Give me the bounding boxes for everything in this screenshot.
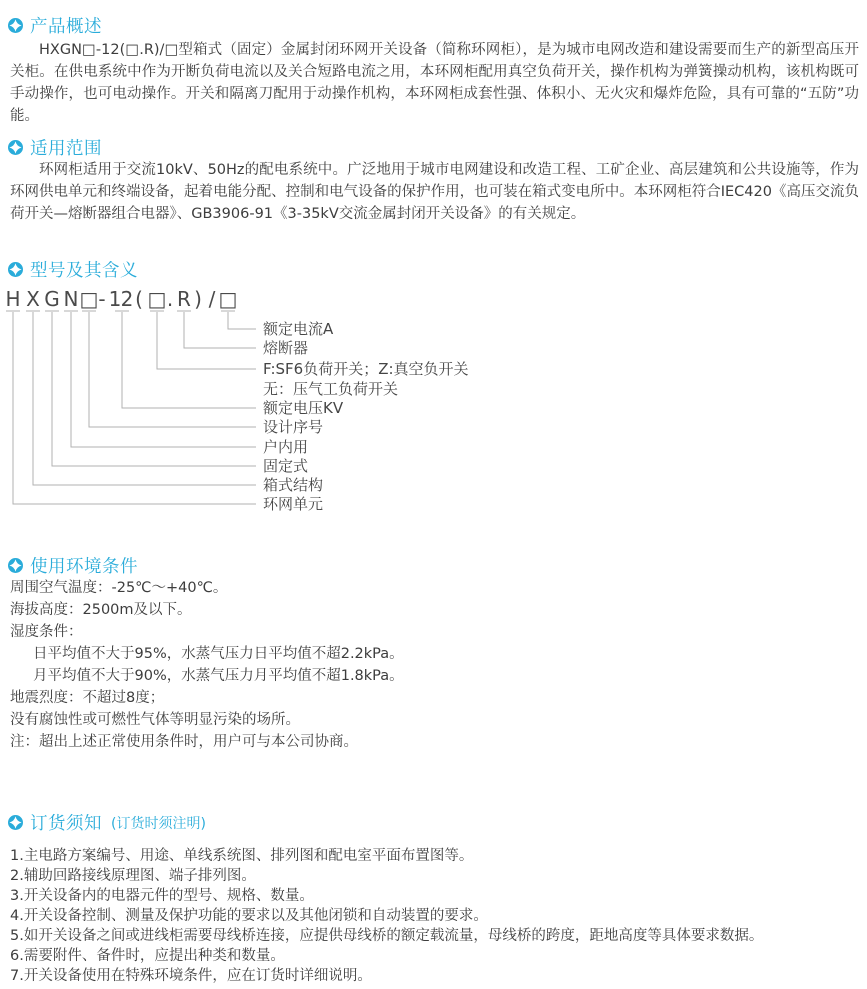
model-label: 环网单元 xyxy=(263,495,324,513)
section-title-ordering: 订货须知 xyxy=(30,814,102,834)
model-character: 1 xyxy=(108,287,122,311)
ordering-item: 3.开关设备内的电器元件的型号、规格、数量。 xyxy=(10,888,314,904)
section-title-model: 型号及其含义 xyxy=(30,261,138,281)
model-connector-line xyxy=(33,312,256,485)
section-heading-environment xyxy=(8,553,138,578)
environment-line: 周围空气温度：-25℃～+40℃。 xyxy=(10,580,228,596)
model-character: . xyxy=(166,287,174,311)
model-label: 固定式 xyxy=(263,457,309,475)
model-connector-line xyxy=(157,312,256,369)
model-connector-line xyxy=(228,312,256,329)
model-label: 设计序号 xyxy=(263,418,324,436)
model-label: 额定电流A xyxy=(263,320,334,338)
model-character: ( xyxy=(135,287,143,311)
model-label: F:SF6负荷开关；Z:真空负开关 xyxy=(263,360,469,378)
environment-line: 海拔高度：2500m及以下。 xyxy=(10,602,192,618)
environment-line: 日平均值不大于95%，水蒸气压力日平均值不超2.2kPa。 xyxy=(33,646,404,662)
star-circle-icon xyxy=(8,558,23,573)
model-character: R xyxy=(177,287,191,311)
section-heading-overview xyxy=(8,13,102,38)
ordering-item: 5.如开关设备之间或进线柜需要母线桥连接，应提供母线桥的额定载流量，母线桥的跨度，距地高度等具体要求数据。 xyxy=(10,928,764,944)
environment-line: 月平均值不大于90%，水蒸气压力月平均值不超1.8kPa。 xyxy=(33,668,404,684)
model-connector-line xyxy=(184,312,256,348)
section-title-scope: 适用范围 xyxy=(30,139,102,159)
model-character: X xyxy=(26,287,40,311)
section-title-environment: 使用环境条件 xyxy=(30,557,138,577)
model-label: 额定电压KV xyxy=(263,399,344,417)
model-connector-line xyxy=(122,312,256,408)
scope-paragraph: 环网柜适用于交流10kV、50Hz的配电系统中。广泛地用于城市电网建设和改造工程、工矿企业、高层建筑和公共设施等，作为环网供电单元和终端设备，起着电能分配、控制和电气设备的保护作用，也可装在箱式变电所中。本环网柜符合IEC420《高压交流负荷开关—熔断器组合电器》、GB3906-91《3-35kV交流金属封闭开关设备》的有关规定。 xyxy=(10,162,859,222)
environment-line: 地震烈度：不超过8度； xyxy=(10,690,165,706)
model-character: / xyxy=(208,287,216,311)
model-label: 无：压气工负荷开关 xyxy=(263,380,399,398)
model-character: □ xyxy=(218,287,238,311)
star-circle-icon xyxy=(8,815,23,830)
star-circle-icon xyxy=(8,18,23,33)
model-label: 户内用 xyxy=(263,438,309,456)
ordering-item: 4.开关设备控制、测量及保护功能的要求以及其他闭锁和自动装置的要求。 xyxy=(10,908,488,924)
model-character: 2 xyxy=(120,287,134,311)
section-heading-model xyxy=(8,257,138,282)
model-connector-line xyxy=(52,312,256,466)
star-circle-icon xyxy=(8,262,23,277)
model-character: - xyxy=(98,287,106,311)
overview-paragraph: HXGN□-12(□.R)/□型箱式（固定）金属封闭环网开关设备（简称环网柜），是为城市电网改造和建设需要而生产的新型高压开关柜。在供电系统中作为开断负荷电流以及关合短路电流之用，本环网柜配用真空负荷开关，操作机构为弹簧操动机构，该机构既可手动操作，也可电动操作。开关和隔离刀配用于动操作机构，本环网柜成套性强、体积小、无火灾和爆炸危险，具有可靠的“五防”功能。 xyxy=(10,42,859,124)
ordering-item: 2.辅助回路接线原理图、端子排列图。 xyxy=(10,868,256,884)
model-character: ) xyxy=(194,287,202,311)
section-heading-ordering xyxy=(8,810,206,835)
model-character: □ xyxy=(147,287,167,311)
ordering-item: 7.开关设备使用在特殊环境条件，应在订货时详细说明。 xyxy=(10,968,372,984)
model-label: 箱式结构 xyxy=(263,476,324,494)
environment-line: 注：超出上述正常使用条件时，用户可与本公司协商。 xyxy=(10,734,358,750)
ordering-item: 6.需要附件、备件时，应提出种类和数量。 xyxy=(10,948,285,964)
section-subtitle-ordering: (订货时须注明) xyxy=(111,815,206,832)
model-character: □ xyxy=(79,287,99,311)
model-label: 熔断器 xyxy=(263,339,309,357)
environment-conditions-list xyxy=(10,577,859,753)
model-designation-diagram xyxy=(0,284,867,520)
star-circle-icon xyxy=(8,140,23,155)
environment-line: 没有腐蚀性或可燃性气体等明显污染的场所。 xyxy=(10,712,300,728)
ordering-item: 1.主电路方案编号、用途、单线系统图、排列图和配电室平面布置图等。 xyxy=(10,848,474,864)
environment-line: 湿度条件： xyxy=(10,624,83,640)
model-character: H xyxy=(5,287,21,311)
section-title-overview: 产品概述 xyxy=(30,17,102,37)
ordering-items-list xyxy=(10,846,859,986)
model-character: N xyxy=(63,287,79,311)
model-character: G xyxy=(44,287,60,311)
section-heading-scope xyxy=(8,135,102,160)
